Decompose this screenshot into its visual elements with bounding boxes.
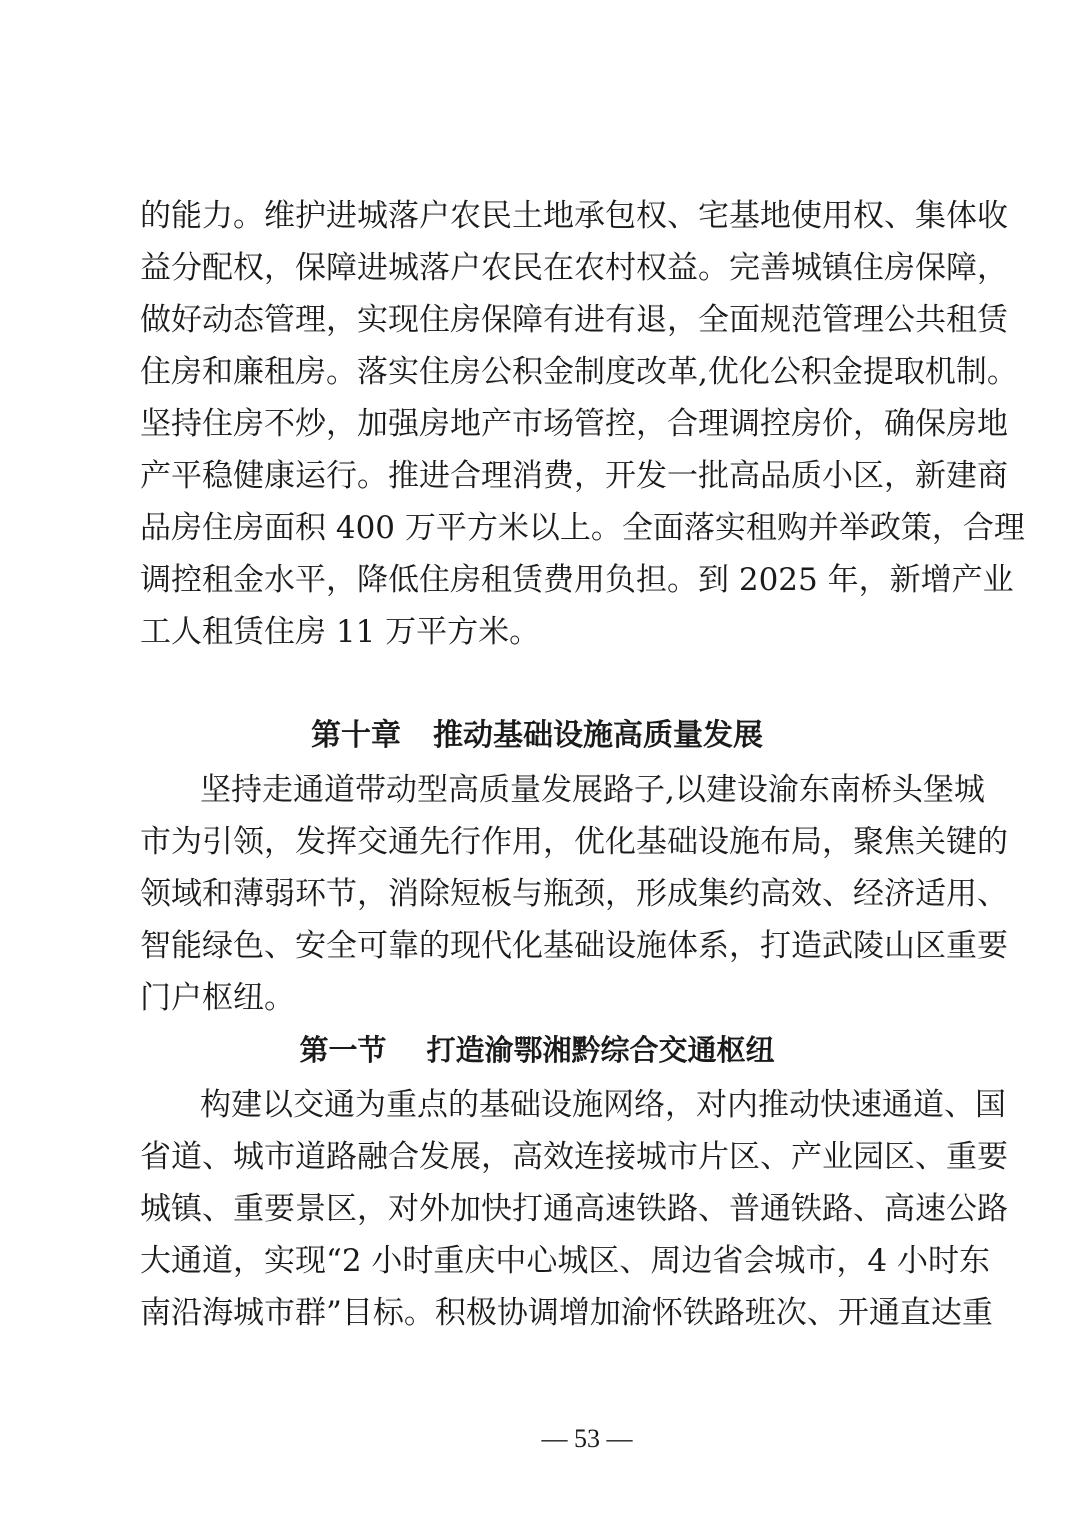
page-number: — 53 — bbox=[541, 1424, 633, 1453]
chapter-title: 推动基础设施高质量发展 bbox=[433, 718, 763, 753]
text-line: 智能绿色、安全可靠的现代化基础设施体系，打造武陵山区重要 bbox=[140, 928, 1008, 964]
text-line: 坚持走通道带动型高质量发展路子,以建设渝东南桥头堡城 bbox=[200, 772, 985, 808]
chapter-number: 第十章 bbox=[311, 718, 401, 753]
text-line: 工人租赁住房 11 万平方米。 bbox=[140, 614, 541, 650]
text-line: 住房和廉租房。落实住房公积金制度改革,优化公积金提取机制。 bbox=[140, 354, 1018, 390]
text-line: 南沿海城市群”目标。积极协调增加渝怀铁路班次、开通直达重 bbox=[140, 1295, 993, 1331]
text-line: 省道、城市道路融合发展，高效连接城市片区、产业园区、重要 bbox=[140, 1139, 1008, 1175]
text-line: 市为引领，发挥交通先行作用，优化基础设施布局，聚焦关键的 bbox=[140, 824, 1008, 860]
text-line: 产平稳健康运行。推进合理消费，开发一批高品质小区，新建商 bbox=[140, 458, 1008, 494]
text-line: 坚持住房不炒，加强房地产市场管控，合理调控房价，确保房地 bbox=[140, 406, 1008, 442]
section-heading bbox=[0, 1030, 1074, 1070]
text-line: 门户枢纽。 bbox=[140, 980, 295, 1016]
section-title: 打造渝鄂湘黔综合交通枢纽 bbox=[426, 1033, 775, 1067]
text-line: 大通道，实现“2 小时重庆中心城区、周边省会城市，4 小时东 bbox=[140, 1243, 990, 1279]
text-line: 的能力。维护进城落户农民土地承包权、宅基地使用权、集体收 bbox=[140, 198, 1008, 234]
text-line: 做好动态管理，实现住房保障有进有退，全面规范管理公共租赁 bbox=[140, 302, 1008, 338]
text-line: 城镇、重要景区，对外加快打通高速铁路、普通铁路、高速公路 bbox=[140, 1191, 1008, 1227]
text-line: 构建以交通为重点的基础设施网络，对内推动快速通道、国 bbox=[200, 1087, 1006, 1123]
text-line: 领域和薄弱环节，消除短板与瓶颈，形成集约高效、经济适用、 bbox=[140, 876, 1008, 912]
section-number: 第一节 bbox=[299, 1033, 387, 1067]
chapter-heading bbox=[0, 716, 1074, 756]
text-line: 品房住房面积 400 万平方米以上。全面落实租购并举政策，合理 bbox=[140, 510, 1025, 546]
text-line: 调控租金水平，降低住房租赁费用负担。到 2025 年，新增产业 bbox=[140, 562, 1014, 598]
text-line: 益分配权，保障进城落户农民在农村权益。完善城镇住房保障， bbox=[140, 250, 1008, 286]
